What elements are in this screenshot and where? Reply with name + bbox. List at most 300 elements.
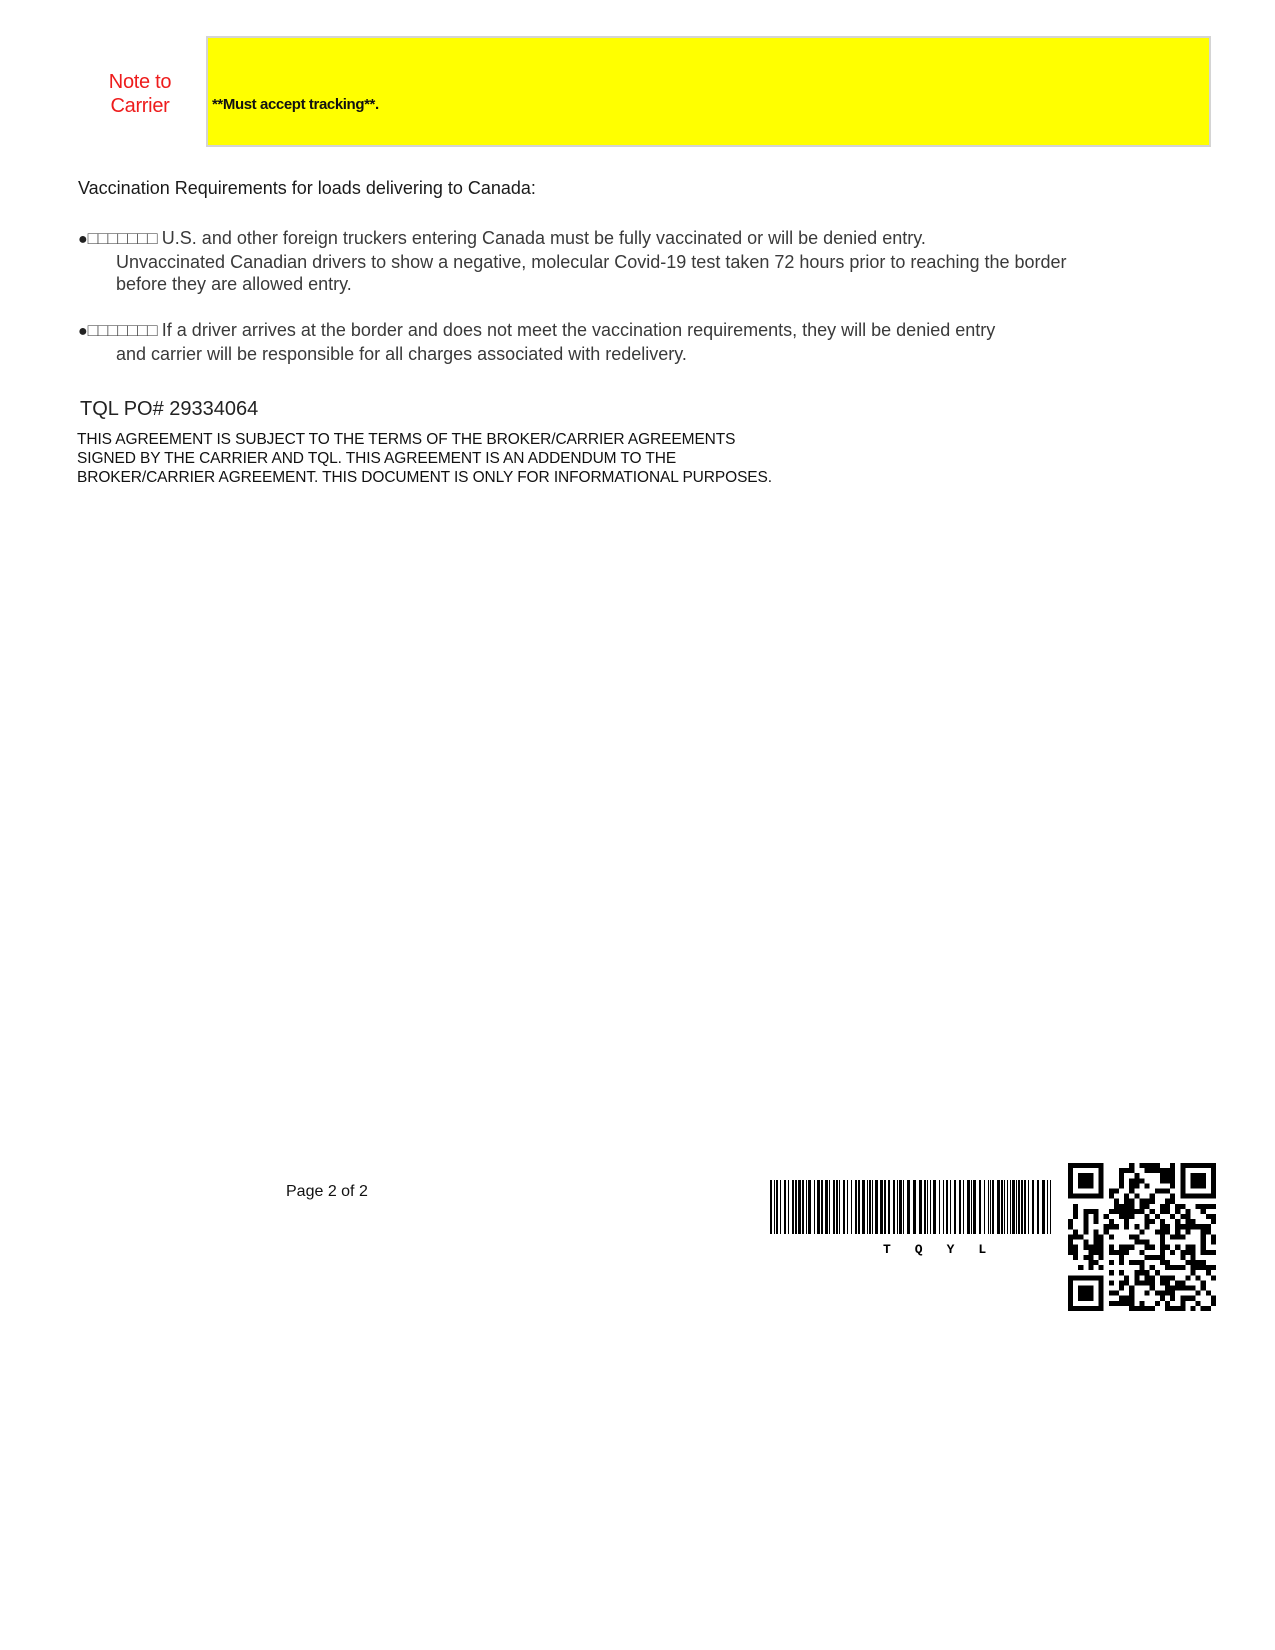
qr-module bbox=[1129, 1214, 1134, 1219]
qr-module bbox=[1088, 1260, 1093, 1265]
agreement-disclaimer: THIS AGREEMENT IS SUBJECT TO THE TERMS OF THE BROKER/CARRIER AGREEMENTS SIGNED BY THE CARRIER AND TQL. THIS AGREEMENT IS AN ADDENDUM TO THE BROKER/CARRIER AGREEMENT. THIS DOCUMENT IS ONLY FOR INFORMATIONAL PURPOSES. bbox=[77, 431, 772, 486]
barcode-text: TQYL bbox=[883, 1242, 1011, 1257]
qr-module bbox=[1160, 1255, 1165, 1260]
qr-module bbox=[1201, 1240, 1206, 1245]
qr-module bbox=[1099, 1280, 1104, 1285]
qr-module bbox=[1170, 1168, 1175, 1173]
qr-module bbox=[1134, 1194, 1139, 1199]
qr-module bbox=[1165, 1301, 1170, 1306]
barcode-bar bbox=[808, 1180, 811, 1234]
qr-module bbox=[1180, 1306, 1185, 1311]
qr-module bbox=[1134, 1209, 1139, 1214]
qr-module bbox=[1099, 1265, 1104, 1270]
qr-module bbox=[1206, 1265, 1211, 1270]
qr-module bbox=[1134, 1240, 1139, 1245]
qr-module bbox=[1196, 1194, 1201, 1199]
qr-module bbox=[1129, 1285, 1134, 1290]
qr-module bbox=[1145, 1168, 1150, 1173]
qr-module bbox=[1124, 1275, 1129, 1280]
qr-module bbox=[1109, 1291, 1114, 1296]
qr-module bbox=[1099, 1240, 1104, 1245]
qr-module bbox=[1160, 1168, 1165, 1173]
qr-module bbox=[1180, 1173, 1185, 1178]
qr-module bbox=[1083, 1275, 1088, 1280]
qr-module bbox=[1139, 1260, 1144, 1265]
bullet-text-line-1: U.S. and other foreign truckers entering Canada must be fully vaccinated or will be denied entry. bbox=[161, 228, 926, 248]
qr-module bbox=[1094, 1240, 1099, 1245]
qr-module bbox=[1160, 1250, 1165, 1255]
qr-module bbox=[1165, 1229, 1170, 1234]
qr-module bbox=[1190, 1245, 1195, 1250]
qr-module bbox=[1073, 1306, 1078, 1311]
qr-module bbox=[1211, 1240, 1216, 1245]
vaccination-bullet-1 bbox=[78, 227, 1078, 295]
qr-module bbox=[1094, 1209, 1099, 1214]
qr-module bbox=[1170, 1265, 1175, 1270]
qr-module bbox=[1160, 1245, 1165, 1250]
qr-module bbox=[1073, 1245, 1078, 1250]
barcode-bar bbox=[1037, 1180, 1039, 1234]
qr-module bbox=[1201, 1204, 1206, 1209]
barcode-bar bbox=[869, 1180, 871, 1234]
qr-module bbox=[1160, 1209, 1165, 1214]
qr-module bbox=[1170, 1291, 1175, 1296]
qr-module bbox=[1150, 1219, 1155, 1224]
qr-module bbox=[1160, 1189, 1165, 1194]
qr-module bbox=[1190, 1219, 1195, 1224]
qr-module bbox=[1165, 1260, 1170, 1265]
qr-module bbox=[1078, 1183, 1083, 1188]
qr-module bbox=[1160, 1234, 1165, 1239]
qr-module bbox=[1078, 1265, 1083, 1270]
qr-module bbox=[1109, 1209, 1114, 1214]
qr-module bbox=[1119, 1296, 1124, 1301]
qr-module bbox=[1165, 1280, 1170, 1285]
qr-module bbox=[1201, 1234, 1206, 1239]
barcode-bar bbox=[924, 1180, 926, 1234]
qr-module bbox=[1150, 1163, 1155, 1168]
qr-module bbox=[1139, 1204, 1144, 1209]
qr-module bbox=[1114, 1209, 1119, 1214]
qr-module bbox=[1139, 1250, 1144, 1255]
note-label-line-1: Note to bbox=[108, 71, 172, 93]
qr-module bbox=[1160, 1229, 1165, 1234]
qr-module bbox=[1150, 1245, 1155, 1250]
qr-module bbox=[1190, 1265, 1195, 1270]
qr-module bbox=[1129, 1301, 1134, 1306]
qr-module bbox=[1099, 1285, 1104, 1290]
qr-module bbox=[1155, 1189, 1160, 1194]
barcode-bar bbox=[1001, 1180, 1003, 1234]
qr-module bbox=[1134, 1275, 1139, 1280]
qr-module bbox=[1068, 1173, 1073, 1178]
qr-module bbox=[1073, 1250, 1078, 1255]
qr-module bbox=[1175, 1285, 1180, 1290]
qr-module bbox=[1160, 1275, 1165, 1280]
qr-module bbox=[1088, 1285, 1093, 1290]
qr-module bbox=[1175, 1265, 1180, 1270]
qr-module bbox=[1068, 1240, 1073, 1245]
qr-module bbox=[1068, 1275, 1073, 1280]
qr-module bbox=[1099, 1250, 1104, 1255]
barcode-bar bbox=[967, 1180, 970, 1234]
qr-module bbox=[1109, 1280, 1114, 1285]
qr-module bbox=[1134, 1224, 1139, 1229]
qr-module bbox=[1109, 1189, 1114, 1194]
qr-module bbox=[1190, 1224, 1195, 1229]
barcode-bar bbox=[855, 1180, 857, 1234]
qr-module bbox=[1190, 1194, 1195, 1199]
qr-module bbox=[1088, 1183, 1093, 1188]
qr-module bbox=[1160, 1240, 1165, 1245]
barcode-bar bbox=[1032, 1180, 1034, 1234]
qr-module bbox=[1099, 1296, 1104, 1301]
qr-module bbox=[1078, 1194, 1083, 1199]
barcode-bar bbox=[839, 1180, 840, 1234]
qr-module bbox=[1094, 1229, 1099, 1234]
qr-module bbox=[1109, 1301, 1114, 1306]
qr-module bbox=[1145, 1306, 1150, 1311]
qr-module bbox=[1185, 1285, 1190, 1290]
barcode-bar bbox=[851, 1180, 852, 1234]
qr-module bbox=[1134, 1183, 1139, 1188]
qr-module bbox=[1134, 1234, 1139, 1239]
qr-module bbox=[1073, 1234, 1078, 1239]
qr-module bbox=[1129, 1168, 1134, 1173]
qr-module bbox=[1134, 1178, 1139, 1183]
qr-module bbox=[1094, 1275, 1099, 1280]
barcode-bar bbox=[858, 1180, 860, 1234]
qr-module bbox=[1083, 1255, 1088, 1260]
qr-module bbox=[1094, 1163, 1099, 1168]
qr-module bbox=[1211, 1204, 1216, 1209]
qr-module bbox=[1078, 1306, 1083, 1311]
qr-module bbox=[1190, 1255, 1195, 1260]
qr-module bbox=[1124, 1301, 1129, 1306]
qr-module bbox=[1088, 1245, 1093, 1250]
qr-module bbox=[1150, 1306, 1155, 1311]
barcode-bar bbox=[954, 1180, 956, 1234]
qr-code bbox=[1068, 1163, 1216, 1311]
qr-module bbox=[1068, 1245, 1073, 1250]
qr-module bbox=[1068, 1194, 1073, 1199]
qr-module bbox=[1068, 1178, 1073, 1183]
qr-module bbox=[1150, 1199, 1155, 1204]
qr-module bbox=[1129, 1234, 1134, 1239]
qr-module bbox=[1165, 1199, 1170, 1204]
qr-module bbox=[1160, 1178, 1165, 1183]
qr-module bbox=[1211, 1301, 1216, 1306]
qr-module bbox=[1160, 1296, 1165, 1301]
qr-module bbox=[1145, 1275, 1150, 1280]
qr-module bbox=[1165, 1178, 1170, 1183]
qr-module bbox=[1206, 1214, 1211, 1219]
qr-module bbox=[1129, 1296, 1134, 1301]
qr-module bbox=[1088, 1255, 1093, 1260]
qr-module bbox=[1088, 1265, 1093, 1270]
qr-module bbox=[1180, 1296, 1185, 1301]
qr-module bbox=[1145, 1199, 1150, 1204]
barcode-bar bbox=[843, 1180, 845, 1234]
qr-module bbox=[1073, 1214, 1078, 1219]
barcode-bar bbox=[1007, 1180, 1008, 1234]
qr-module bbox=[1170, 1178, 1175, 1183]
vaccination-bullet-2 bbox=[78, 319, 1078, 365]
barcode-bar bbox=[984, 1180, 985, 1234]
qr-module bbox=[1134, 1260, 1139, 1265]
qr-module bbox=[1206, 1270, 1211, 1275]
barcode-bar bbox=[1047, 1180, 1048, 1234]
qr-module bbox=[1155, 1229, 1160, 1234]
qr-module bbox=[1124, 1250, 1129, 1255]
barcode-bar bbox=[770, 1180, 772, 1234]
qr-module bbox=[1124, 1245, 1129, 1250]
barcode-bar bbox=[973, 1180, 976, 1234]
qr-module bbox=[1155, 1301, 1160, 1306]
qr-module bbox=[1185, 1250, 1190, 1255]
barcode-bar bbox=[907, 1180, 910, 1234]
barcode-bar bbox=[814, 1180, 815, 1234]
barcode-bar bbox=[963, 1180, 964, 1234]
qr-module bbox=[1206, 1204, 1211, 1209]
qr-module bbox=[1180, 1224, 1185, 1229]
qr-module bbox=[1196, 1204, 1201, 1209]
qr-module bbox=[1109, 1224, 1114, 1229]
qr-module bbox=[1094, 1234, 1099, 1239]
qr-module bbox=[1088, 1250, 1093, 1255]
qr-module bbox=[1083, 1229, 1088, 1234]
qr-module bbox=[1088, 1291, 1093, 1296]
qr-module bbox=[1211, 1173, 1216, 1178]
qr-module bbox=[1078, 1285, 1083, 1290]
qr-module bbox=[1165, 1275, 1170, 1280]
qr-module bbox=[1083, 1163, 1088, 1168]
qr-module bbox=[1109, 1270, 1114, 1275]
qr-module bbox=[1145, 1214, 1150, 1219]
qr-module bbox=[1083, 1214, 1088, 1219]
qr-module bbox=[1155, 1168, 1160, 1173]
qr-module bbox=[1180, 1214, 1185, 1219]
qr-module bbox=[1165, 1204, 1170, 1209]
bullet-text-continuation: and carrier will be responsible for all charges associated with redelivery. bbox=[116, 344, 687, 364]
qr-module bbox=[1145, 1240, 1150, 1245]
qr-module bbox=[1073, 1194, 1078, 1199]
qr-module bbox=[1170, 1173, 1175, 1178]
qr-module bbox=[1145, 1245, 1150, 1250]
barcode-bar bbox=[776, 1180, 778, 1234]
qr-module bbox=[1170, 1296, 1175, 1301]
qr-module bbox=[1190, 1306, 1195, 1311]
qr-module bbox=[1211, 1183, 1216, 1188]
qr-module bbox=[1078, 1296, 1083, 1301]
barcode-bar bbox=[1021, 1180, 1023, 1234]
qr-module bbox=[1068, 1296, 1073, 1301]
page-number: Page 2 of 2 bbox=[286, 1183, 368, 1200]
barcode-bar bbox=[792, 1180, 794, 1234]
barcode-bar bbox=[1024, 1180, 1026, 1234]
note-label-line-2: Carrier bbox=[110, 95, 170, 117]
qr-module bbox=[1170, 1275, 1175, 1280]
qr-module bbox=[1068, 1163, 1073, 1168]
qr-module bbox=[1109, 1234, 1114, 1239]
qr-module bbox=[1099, 1234, 1104, 1239]
qr-module bbox=[1083, 1209, 1088, 1214]
tql-po-number: TQL PO# 29334064 bbox=[80, 398, 259, 420]
qr-module bbox=[1211, 1168, 1216, 1173]
qr-module bbox=[1145, 1291, 1150, 1296]
qr-module bbox=[1068, 1189, 1073, 1194]
qr-module bbox=[1114, 1250, 1119, 1255]
qr-module bbox=[1088, 1275, 1093, 1280]
qr-module bbox=[1073, 1255, 1078, 1260]
qr-module bbox=[1201, 1173, 1206, 1178]
qr-module bbox=[1134, 1270, 1139, 1275]
qr-module bbox=[1150, 1194, 1155, 1199]
barcode-bar bbox=[1028, 1180, 1029, 1234]
qr-module bbox=[1124, 1204, 1129, 1209]
qr-module bbox=[1068, 1250, 1073, 1255]
qr-module bbox=[1211, 1194, 1216, 1199]
qr-module bbox=[1068, 1306, 1073, 1311]
barcode-bar bbox=[784, 1180, 786, 1234]
qr-module bbox=[1109, 1260, 1114, 1265]
qr-module bbox=[1083, 1183, 1088, 1188]
qr-module bbox=[1155, 1270, 1160, 1275]
qr-module bbox=[1145, 1224, 1150, 1229]
qr-module bbox=[1124, 1280, 1129, 1285]
qr-module bbox=[1196, 1275, 1201, 1280]
qr-module bbox=[1145, 1163, 1150, 1168]
qr-module bbox=[1211, 1214, 1216, 1219]
qr-module bbox=[1129, 1260, 1134, 1265]
qr-module bbox=[1094, 1260, 1099, 1265]
qr-module bbox=[1099, 1189, 1104, 1194]
barcode-bar bbox=[979, 1180, 981, 1234]
qr-module bbox=[1088, 1178, 1093, 1183]
qr-module bbox=[1196, 1265, 1201, 1270]
qr-module bbox=[1180, 1280, 1185, 1285]
qr-module bbox=[1196, 1163, 1201, 1168]
qr-module bbox=[1196, 1260, 1201, 1265]
barcode-bar bbox=[913, 1180, 916, 1234]
barcode-bar bbox=[847, 1180, 848, 1234]
qr-module bbox=[1175, 1306, 1180, 1311]
qr-module bbox=[1175, 1280, 1180, 1285]
qr-module bbox=[1099, 1194, 1104, 1199]
qr-module bbox=[1165, 1224, 1170, 1229]
barcode-bar bbox=[774, 1180, 775, 1234]
qr-module bbox=[1150, 1275, 1155, 1280]
qr-module bbox=[1160, 1224, 1165, 1229]
barcode bbox=[768, 1178, 1058, 1258]
qr-module bbox=[1180, 1250, 1185, 1255]
qr-module bbox=[1165, 1173, 1170, 1178]
qr-module bbox=[1180, 1178, 1185, 1183]
barcode-bar bbox=[1018, 1180, 1020, 1234]
qr-module bbox=[1119, 1260, 1124, 1265]
qr-module bbox=[1185, 1275, 1190, 1280]
qr-module bbox=[1078, 1275, 1083, 1280]
qr-module bbox=[1165, 1265, 1170, 1270]
qr-module bbox=[1180, 1168, 1185, 1173]
qr-module bbox=[1099, 1163, 1104, 1168]
barcode-bar bbox=[997, 1180, 1000, 1234]
qr-module bbox=[1099, 1245, 1104, 1250]
qr-module bbox=[1119, 1270, 1124, 1275]
qr-module bbox=[1150, 1265, 1155, 1270]
qr-module bbox=[1073, 1204, 1078, 1209]
qr-module bbox=[1170, 1234, 1175, 1239]
qr-module bbox=[1139, 1280, 1144, 1285]
qr-module bbox=[1211, 1296, 1216, 1301]
bullet-text-line-1: If a driver arrives at the border and does not meet the vaccination requirements, they will be denied entry bbox=[161, 320, 996, 340]
qr-module bbox=[1190, 1260, 1195, 1265]
qr-module bbox=[1119, 1285, 1124, 1290]
barcode-bar bbox=[884, 1180, 886, 1234]
qr-module bbox=[1119, 1178, 1124, 1183]
qr-module bbox=[1119, 1301, 1124, 1306]
barcode-bar bbox=[817, 1180, 820, 1234]
qr-module bbox=[1170, 1250, 1175, 1255]
qr-module bbox=[1211, 1219, 1216, 1224]
qr-module bbox=[1206, 1250, 1211, 1255]
qr-module bbox=[1175, 1234, 1180, 1239]
barcode-bar bbox=[933, 1180, 936, 1234]
qr-module bbox=[1145, 1270, 1150, 1275]
qr-module bbox=[1180, 1285, 1185, 1290]
qr-module bbox=[1109, 1250, 1114, 1255]
qr-module bbox=[1088, 1209, 1093, 1214]
qr-module bbox=[1190, 1296, 1195, 1301]
qr-module bbox=[1094, 1194, 1099, 1199]
qr-module bbox=[1206, 1224, 1211, 1229]
barcode-bar bbox=[836, 1180, 838, 1234]
qr-module bbox=[1170, 1306, 1175, 1311]
qr-module bbox=[1068, 1280, 1073, 1285]
qr-module bbox=[1099, 1301, 1104, 1306]
qr-module bbox=[1211, 1234, 1216, 1239]
bullet-marker: ● bbox=[78, 323, 88, 340]
qr-module bbox=[1150, 1280, 1155, 1285]
qr-module bbox=[1083, 1178, 1088, 1183]
qr-module bbox=[1165, 1245, 1170, 1250]
qr-module bbox=[1088, 1306, 1093, 1311]
qr-module bbox=[1160, 1291, 1165, 1296]
qr-module bbox=[1083, 1173, 1088, 1178]
qr-module bbox=[1201, 1183, 1206, 1188]
qr-module bbox=[1185, 1214, 1190, 1219]
qr-module bbox=[1078, 1163, 1083, 1168]
qr-module bbox=[1145, 1183, 1150, 1188]
barcode-bar bbox=[888, 1180, 890, 1234]
qr-module bbox=[1190, 1250, 1195, 1255]
qr-module bbox=[1083, 1296, 1088, 1301]
qr-module bbox=[1124, 1224, 1129, 1229]
qr-module bbox=[1180, 1194, 1185, 1199]
qr-module bbox=[1206, 1163, 1211, 1168]
qr-module bbox=[1129, 1178, 1134, 1183]
qr-module bbox=[1170, 1199, 1175, 1204]
qr-module bbox=[1180, 1204, 1185, 1209]
qr-module bbox=[1083, 1291, 1088, 1296]
qr-module bbox=[1211, 1163, 1216, 1168]
qr-module bbox=[1175, 1224, 1180, 1229]
qr-module bbox=[1119, 1173, 1124, 1178]
qr-module bbox=[1190, 1173, 1195, 1178]
qr-module bbox=[1150, 1285, 1155, 1290]
qr-module bbox=[1185, 1209, 1190, 1214]
qr-module bbox=[1150, 1168, 1155, 1173]
